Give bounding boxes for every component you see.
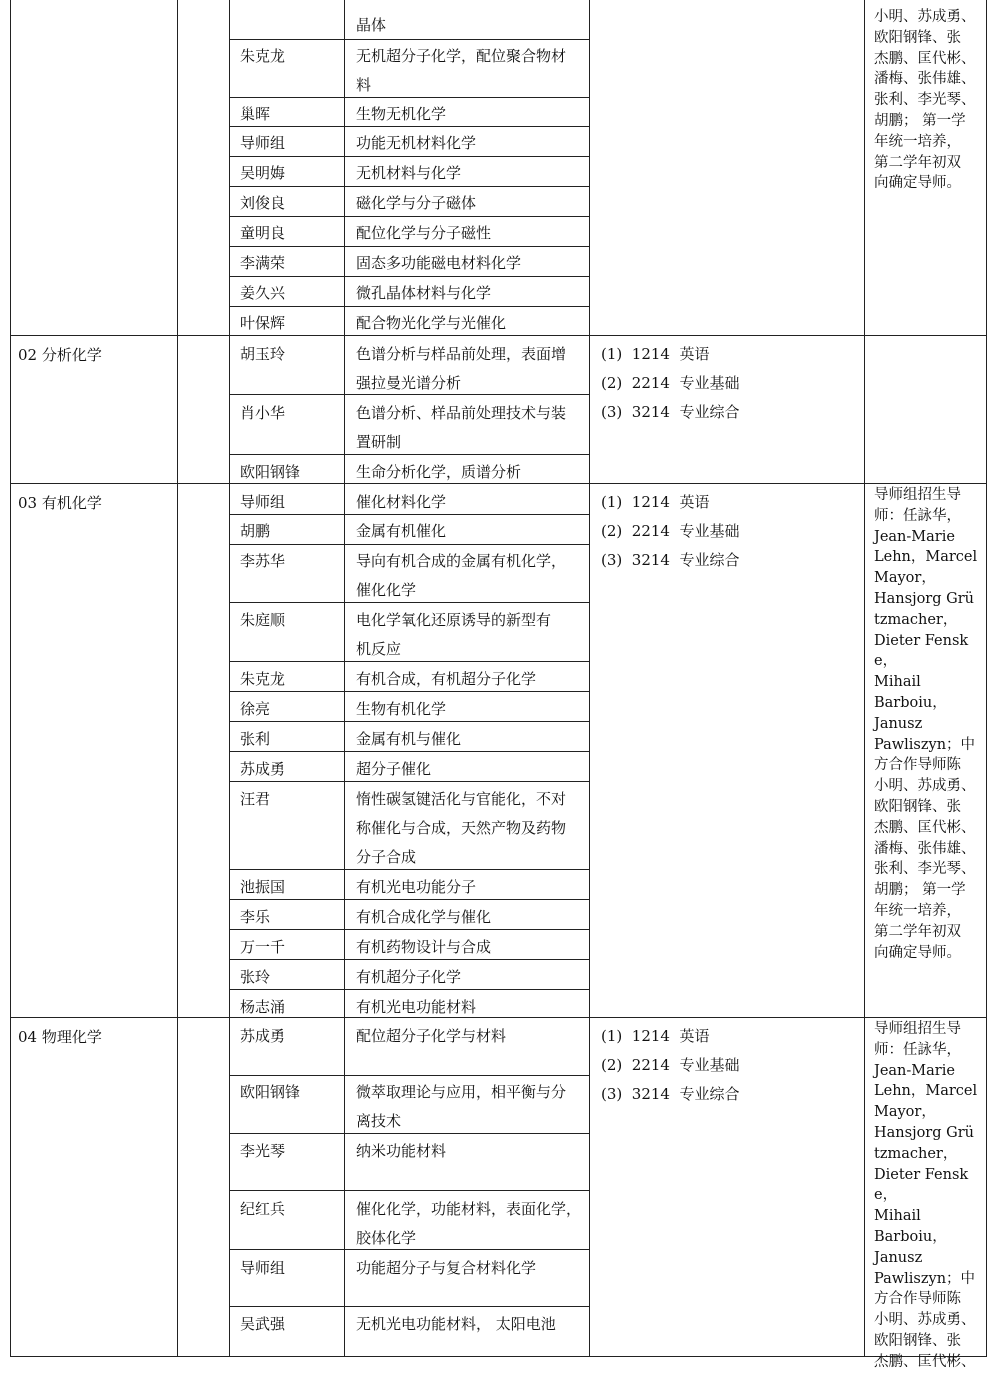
tutor-name: 刘俊良: [240, 194, 286, 212]
tutor-name: 胡玉玲: [240, 345, 286, 363]
tutor-name: 导师组: [240, 134, 286, 152]
research-area: 色谱分析与样品前处理，表面增 强拉曼光谱分析: [356, 345, 567, 392]
research-area: 晶体: [356, 16, 387, 34]
tutor-name: 童明良: [240, 224, 286, 242]
tutor-name: 纪红兵: [240, 1200, 286, 1218]
tutor-name: 胡鹏: [240, 522, 271, 540]
research-area: 有机合成化学与催化: [356, 908, 492, 926]
tutor-name: 张玲: [240, 968, 271, 986]
tutor-name: 导师组: [240, 1259, 286, 1277]
tutor-name: 朱庭顺: [240, 611, 286, 629]
research-area: 功能超分子与复合材料化学: [356, 1259, 537, 1277]
research-area: 纳米功能材料: [356, 1142, 447, 1160]
table-border: [10, 0, 11, 1357]
tutor-name: 万一千: [240, 938, 286, 956]
research-area: 催化化学，功能材料，表面化学， 胶体化学: [356, 1200, 582, 1247]
research-area: 有机超分子化学: [356, 968, 462, 986]
tutor-name: 李苏华: [240, 552, 286, 570]
research-area: 有机药物设计与合成: [356, 938, 492, 956]
tutor-name: 池振国: [240, 878, 286, 896]
research-area: 微孔晶体材料与化学: [356, 284, 492, 302]
tutor-name: 朱克龙: [240, 670, 286, 688]
research-area: 催化材料化学: [356, 493, 447, 511]
research-area: 惰性碳氢键活化与官能化，不对 称催化与合成，天然产物及药物 分子合成: [356, 790, 567, 866]
research-area: 无机材料与化学: [356, 164, 462, 182]
tutor-name: 徐亮: [240, 700, 271, 718]
research-area: 金属有机催化: [356, 522, 447, 540]
exam-subjects: (1) 1214 英语 (2) 2214 专业基础 (3) 3214 专业综合: [601, 345, 740, 421]
table-border: [864, 0, 865, 1357]
tutor-name: 肖小华: [240, 404, 286, 422]
row-divider: [229, 1075, 589, 1076]
research-area: 无机光电功能材料， 太阳电池: [356, 1315, 556, 1333]
tutor-name: 姜久兴: [240, 284, 286, 302]
research-area: 生物无机化学: [356, 105, 447, 123]
research-direction: 04 物理化学: [18, 1028, 102, 1046]
remarks: 导师组招生导 师：任詠华， Jean-Marie Lehn，Marcel Mayor， Hansjorg Grü tzmacher， Dieter Fenske， Mihail Barboiu， Janusz Pawliszyn；中 方合作导师陈 小明、苏成勇、 欧阳钢锋、张 杰鹏、匡代彬、: [874, 1021, 978, 1370]
table-border: [177, 0, 178, 1357]
tutor-name: 朱克龙: [240, 47, 286, 65]
remarks: 导师组招生导 师：任詠华， Jean-Marie Lehn，Marcel Mayor， Hansjorg Grü tzmacher， Dieter Fenske， Mihail Barboiu， Janusz Pawliszyn；中 方合作导师陈 小明、苏成勇、 欧阳钢锋、张 杰鹏、匡代彬、 潘梅、张伟雄、 张利、李光琴、 胡鹏； 第一学 年统一培养， 第二学年初双 向确定导师。: [874, 487, 978, 961]
research-area: 电化学氧化还原诱导的新型有 机反应: [356, 611, 552, 658]
research-area: 配位化学与分子磁性: [356, 224, 492, 242]
tutor-name: 吴武强: [240, 1315, 286, 1333]
research-area: 有机合成，有机超分子化学: [356, 670, 537, 688]
tutor-name: 叶保辉: [240, 314, 286, 332]
research-direction: 02 分析化学: [18, 346, 102, 364]
row-divider: [229, 1306, 589, 1307]
tutor-name: 苏成勇: [240, 760, 286, 778]
exam-subjects: (1) 1214 英语 (2) 2214 专业基础 (3) 3214 专业综合: [601, 1027, 740, 1103]
research-direction: 03 有机化学: [18, 494, 102, 512]
row-divider: [229, 39, 589, 40]
research-area: 有机光电功能分子: [356, 878, 477, 896]
tutor-name: 杨志涌: [240, 998, 286, 1016]
research-area: 导向有机合成的金属有机化学， 催化化学: [356, 552, 567, 599]
table-border: [986, 0, 987, 1357]
research-area: 磁化学与分子磁体: [356, 194, 477, 212]
tutor-name: 欧阳钢锋: [240, 463, 301, 481]
tutor-name: 李满荣: [240, 254, 286, 272]
exam-subjects: (1) 1214 英语 (2) 2214 专业基础 (3) 3214 专业综合: [601, 493, 740, 569]
tutor-name: 导师组: [240, 493, 286, 511]
remarks: 小明、苏成勇、 欧阳钢锋、张 杰鹏、匡代彬、 潘梅、张伟雄、 张利、李光琴、 胡鹏； 第一学 年统一培养， 第二学年初双 向确定导师。: [874, 9, 976, 192]
tutor-name: 张利: [240, 730, 271, 748]
research-area: 超分子催化: [356, 760, 432, 778]
tutor-name: 李光琴: [240, 1142, 286, 1160]
table-border: [589, 0, 590, 1357]
research-area: 生命分析化学，质谱分析: [356, 463, 522, 481]
research-area: 色谱分析、样品前处理技术与装 置研制: [356, 404, 567, 451]
research-area: 配位超分子化学与材料: [356, 1027, 507, 1045]
table-border: [10, 1017, 986, 1018]
table-border: [344, 0, 345, 1357]
research-area: 生物有机化学: [356, 700, 447, 718]
research-area: 微萃取理论与应用，相平衡与分 离技术: [356, 1083, 567, 1130]
research-area: 金属有机与催化: [356, 730, 462, 748]
tutor-name: 汪君: [240, 790, 271, 808]
row-divider: [229, 1190, 589, 1191]
table-border: [10, 1356, 986, 1357]
research-area: 固态多功能磁电材料化学: [356, 254, 522, 272]
tutor-name: 苏成勇: [240, 1027, 286, 1045]
research-area: 有机光电功能材料: [356, 998, 477, 1016]
table-border: [229, 0, 230, 1357]
tutor-name: 欧阳钢锋: [240, 1083, 301, 1101]
tutor-name: 巢晖: [240, 105, 271, 123]
research-area: 配合物光化学与光催化: [356, 314, 507, 332]
research-area: 功能无机材料化学: [356, 134, 477, 152]
research-area: 无机超分子化学，配位聚合物材 料: [356, 47, 567, 94]
tutor-name: 李乐: [240, 908, 271, 926]
tutor-name: 吴明娒: [240, 164, 286, 182]
